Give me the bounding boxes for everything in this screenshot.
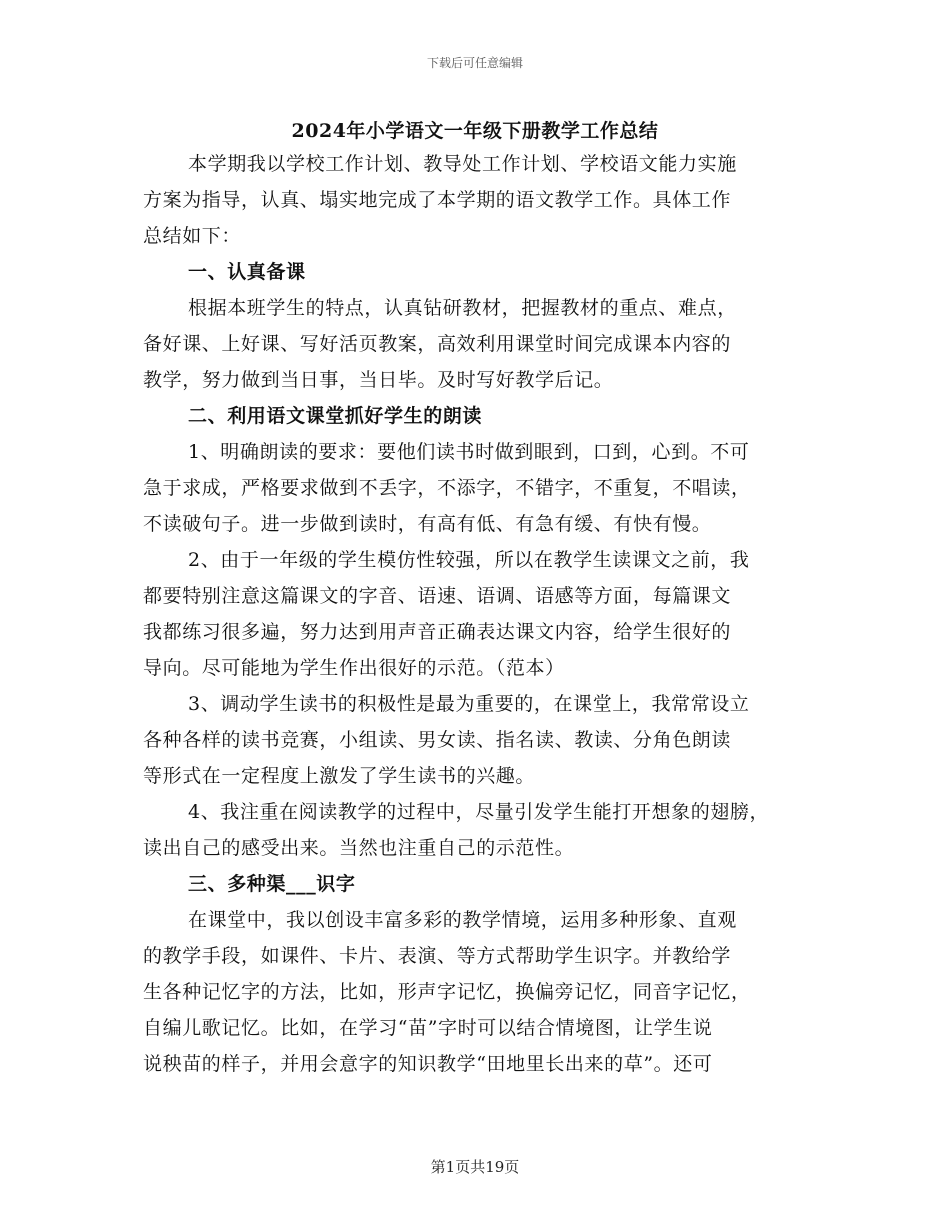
paragraph-line: 生各种记忆字的方法，比如，形声字记忆，换偏旁记忆，同音字记忆，: [143, 981, 751, 1003]
paragraph-line: 自编儿歌记忆。比如，在学习“苗”字时可以结合情境图，让学生说: [143, 1017, 713, 1039]
document-title: 2024年小学语文一年级下册教学工作总结: [291, 120, 659, 142]
paragraph-line: 1、明确朗读的要求：要他们读书时做到眼到，口到，心到。不可: [188, 441, 750, 463]
paragraph-line: 读出自己的感受出来。当然也注重自己的示范性。: [143, 837, 575, 859]
paragraph-line: 在课堂中，我以创设丰富多彩的教学情境，运用多种形象、直观: [188, 909, 737, 931]
document-body: [143, 146, 823, 1082]
section-heading: 二、利用语文课堂抓好学生的朗读: [188, 405, 483, 427]
paragraph-line: 3、调动学生读书的积极性是最为重要的，在课堂上，我常常设立: [188, 693, 750, 715]
paragraph-line: 2、由于一年级的学生模仿性较强，所以在教学生读课文之前，我: [188, 549, 750, 571]
paragraph-line: 都要特别注意这篇课文的字音、语速、语调、语感等方面，每篇课文: [143, 585, 732, 607]
paragraph-line: 备好课、上好课、写好活页教案，高效利用课堂时间完成课本内容的: [143, 333, 732, 355]
paragraph-line: 等形式在一定程度上激发了学生读书的兴趣。: [143, 765, 536, 787]
paragraph-line: 各种各样的读书竞赛，小组读、男女读、指名读、教读、分角色朗读: [143, 729, 732, 751]
paragraph-line: 的教学手段，如课件、卡片、表演、等方式帮助学生识字。并教给学: [143, 945, 732, 967]
paragraph-line: 方案为指导，认真、塌实地完成了本学期的语文教学工作。具体工作: [143, 189, 732, 211]
paragraph-line: 急于求成，严格要求做到不丢字，不添字，不错字，不重复，不唱读，: [143, 477, 751, 499]
page-footer: 第1页共19页: [430, 1158, 520, 1176]
section-heading: 一、认真备课: [188, 261, 306, 283]
paragraph-line: 本学期我以学校工作计划、教导处工作计划、学校语文能力实施: [188, 153, 737, 175]
paragraph-line: 根据本班学生的特点，认真钻研教材，把握教材的重点、难点，: [188, 297, 737, 319]
paragraph-line: 说秧苗的样子，并用会意字的知识教学“田地里长出来的草”。还可: [143, 1053, 713, 1075]
paragraph-line: 总结如下：: [143, 225, 242, 247]
paragraph-line: 我都练习很多遍，努力达到用声音正确表达课文内容，给学生很好的: [143, 621, 732, 643]
page-header: 下载后可任意编辑: [426, 56, 523, 70]
paragraph-line: 不读破句子。进一步做到读时，有高有低、有急有缓、有快有慢。: [143, 513, 712, 535]
paragraph-line: 导向。尽可能地为学生作出很好的示范。（范本）: [143, 657, 565, 679]
paragraph-line: 4、我注重在阅读教学的过程中，尽量引发学生能打开想象的翅膀，: [188, 801, 770, 823]
section-heading: 三、多种渠___识字: [188, 873, 356, 895]
paragraph-line: 教学，努力做到当日事，当日毕。及时写好教学后记。: [143, 369, 614, 391]
